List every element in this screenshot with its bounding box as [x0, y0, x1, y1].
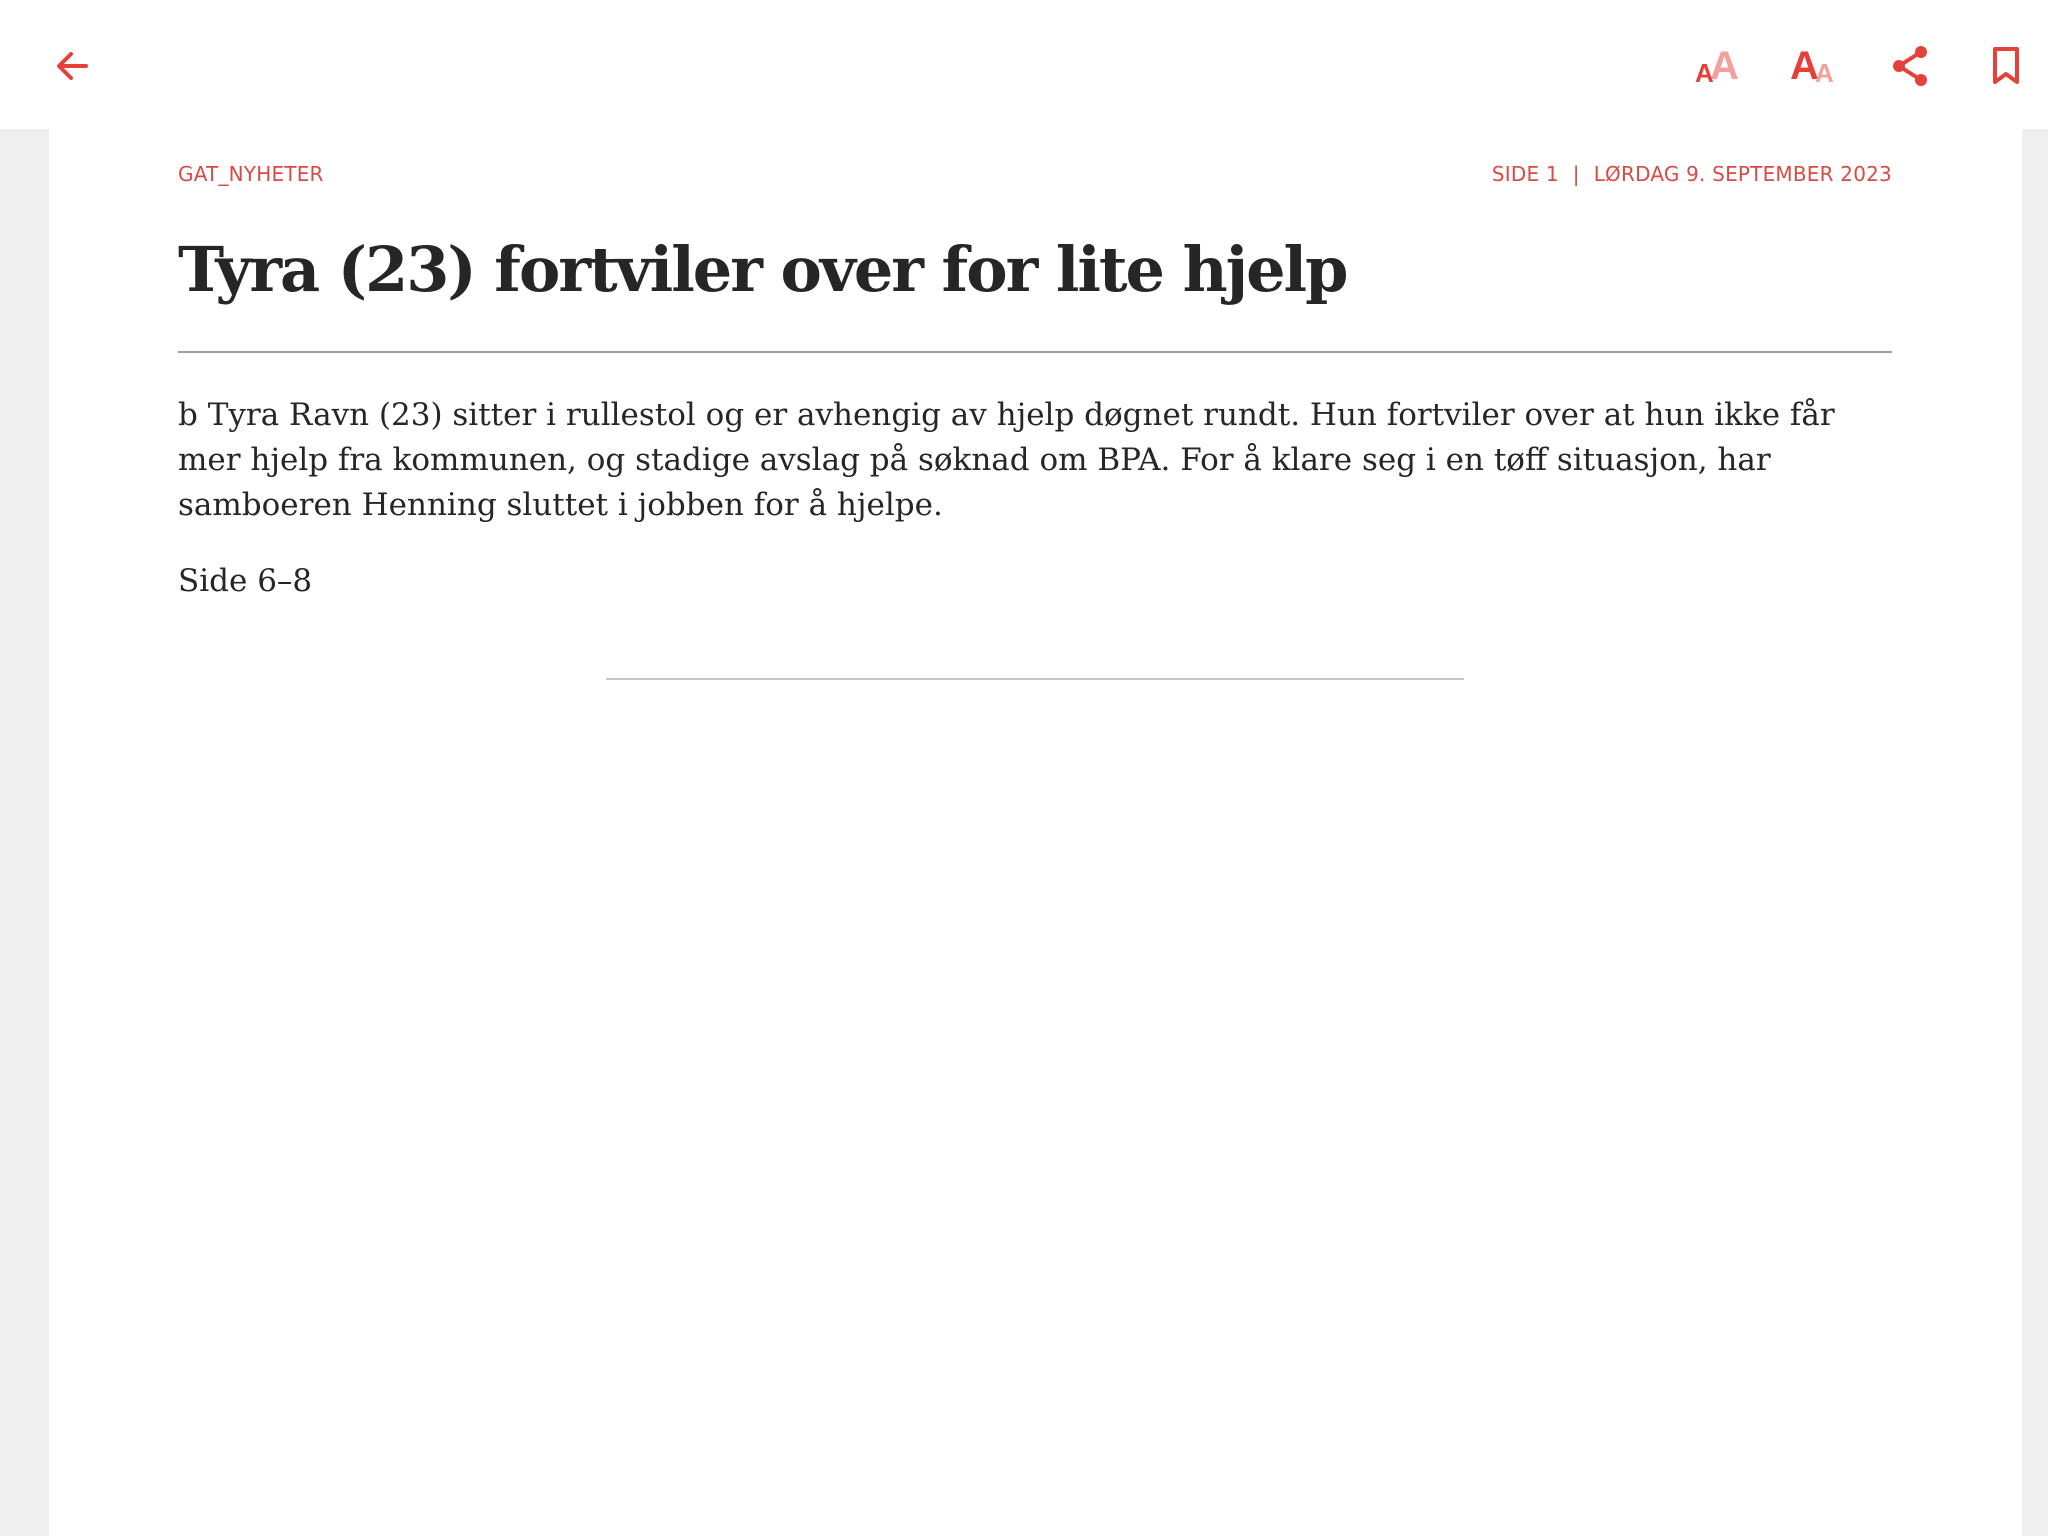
share-button[interactable]	[1874, 30, 1946, 102]
share-icon	[1890, 44, 1930, 88]
article-lead: b Tyra Ravn (23) sitter i rullestol og er avhengig av hjelp døgnet rundt. Hun fortviler over at hun ikke får mer hjelp fra kommunen, og stadige avslag på søknad om BPA. For å klare seg i en tøff situasjon, har samboeren Henning sluttet i jobben for å hjelpe.	[178, 397, 1835, 523]
glyph-large-letter: A	[1710, 44, 1739, 88]
meta-separator: |	[1572, 162, 1580, 186]
back-button[interactable]	[36, 30, 108, 102]
page-and-date	[1492, 162, 1892, 186]
arrow-left-icon	[52, 46, 92, 86]
headline-divider	[178, 351, 1892, 353]
text-size-increase-icon	[1790, 46, 1838, 86]
article-meta	[178, 162, 1892, 192]
page-number: SIDE 1	[1491, 162, 1559, 186]
increase-text-size-button[interactable]	[1778, 30, 1850, 102]
glyph-small-letter: A	[1695, 58, 1714, 88]
decrease-text-size-button[interactable]	[1680, 30, 1752, 102]
page-reference: Side 6–8	[178, 563, 313, 599]
bookmark-button[interactable]	[1970, 30, 2042, 102]
article-end-divider	[606, 678, 1464, 680]
text-size-decrease-icon	[1692, 46, 1740, 86]
bookmark-icon	[1990, 46, 2022, 86]
section-label: GAT_NYHETER	[178, 162, 324, 186]
glyph-small-letter: A	[1815, 58, 1834, 88]
publish-date: LØRDAG 9. SEPTEMBER 2023	[1593, 162, 1892, 186]
glyph-large-letter: A	[1790, 44, 1819, 88]
article-page	[49, 129, 2022, 1536]
article-headline: Tyra (23) fortviler over for lite hjelp	[178, 233, 1347, 306]
top-toolbar	[0, 0, 2048, 129]
